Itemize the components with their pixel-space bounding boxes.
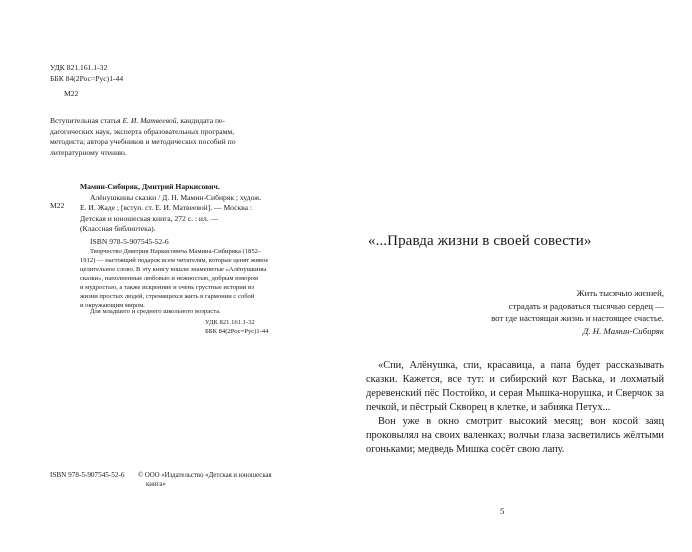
intro-credit: Вступительная статья Е. И. Матвеевой, кандидата пе- дагогических наук, эксперта образовательных программ, методиста; автора учебников и методических пособий по литературному чтению.: [50, 116, 236, 157]
chapter-title: «...Правда жизни в своей совести»: [368, 233, 592, 249]
udk-code: УДК 821.161.1-32: [50, 63, 108, 72]
catalog-isbn: ISBN 978-5-907545-52-6: [90, 236, 169, 246]
footer-copyright: © ООО «Издательство «Детская и юношеская книга»: [138, 472, 272, 488]
classification-codes: [50, 63, 123, 84]
bbk-code: ББК 84(2Рос=Рус)1-44: [50, 73, 124, 83]
classification-codes-2: УДК 821.161.1-32 ББК 84(2Рос=Рус)1-44: [205, 319, 269, 335]
catalog-mark: М22: [50, 201, 65, 210]
paragraph: Вон уже в окно смотрит высокий месяц; вон косой заяц проковылял на своих валенках; волчьи глаза засветились жёлтыми огоньками; медведь Мишка сосёт свою лапу.: [366, 416, 664, 455]
annotation: Творчество Дмитрия Наркисовича Мамина-Сибиряка (1852– 1912) — настоящий подарок всем читателям, которые ценят живое целительное слово. В эту книгу вошли знаменитые «Алёнушкины сказки», наполненные любовью и нежностью, добрым юмором и мудростью, а также искренние и очень грустные истории из жизни простых людей, стремящихся жить в гармонии с собой и окружающим миром.: [80, 248, 269, 309]
author-mark: М22: [64, 89, 79, 98]
catalog-record: Мамин-Сибиряк, Дмитрий Наркисович. Алёнушкины сказки / Д. Н. Мамин-Сибиряк ; худож. Е. И. Жаде ; [вступ. ст. Е. И. Матвеевой]. — Москва : Детская и юношеская книга, 272 с. : ил. — (Классная библиотека). ISBN 978-5-907545-52-6: [80, 182, 304, 247]
page-number: 5: [500, 506, 505, 516]
epigraph-line: страдать и радоваться тысячью сердец —: [508, 300, 664, 311]
age-rating: Для младшего и среднего школьного возраста.: [90, 308, 221, 315]
footer-isbn: ISBN 978-5-907545-52-6: [50, 471, 125, 479]
epigraph-line: вот где настоящая жизнь и настоящее счастье.: [491, 313, 664, 324]
epigraph-line: Жить тысячью жизней,: [576, 288, 664, 298]
body-text: [366, 359, 664, 457]
paragraph: «Спи, Алёнушка, спи, красавица, а папа будет рассказывать сказки. Кажется, все тут: и сибирский кот Васька, и лохматый деревенский пёс Постойко, и серая Мышка-норушка, и Сверчок за печкой, и пёстрый Скворец в клетке, и забияка Петух...: [366, 360, 664, 413]
epigraph: [491, 287, 664, 337]
intro-author-name: Е. И. Матвеевой: [122, 116, 177, 125]
epigraph-author: Д. Н. Мамин-Сибиряк: [582, 325, 664, 336]
text-page: [346, 0, 692, 552]
catalog-author: Мамин-Сибиряк, Дмитрий Наркисович.: [80, 182, 220, 191]
